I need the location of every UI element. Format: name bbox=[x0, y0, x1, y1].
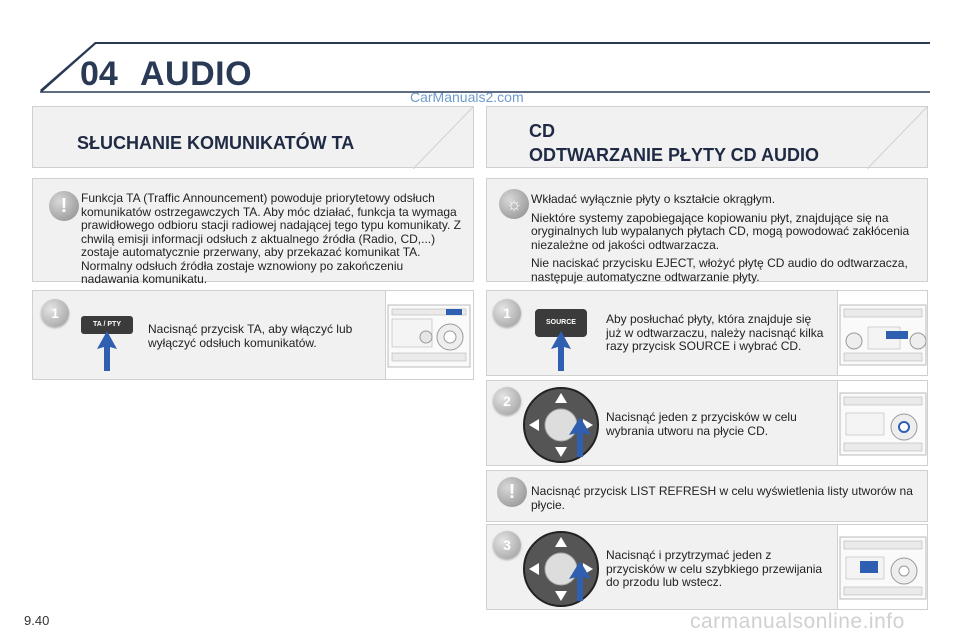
arrow-pointer-icon bbox=[565, 559, 595, 603]
ta-pty-button: TA / PTY bbox=[81, 316, 133, 334]
title-box-corner bbox=[867, 107, 927, 169]
page-number: 9.40 bbox=[24, 613, 50, 628]
left-section-title: SŁUCHANIE KOMUNIKATÓW TA bbox=[77, 133, 355, 153]
left-title-box bbox=[32, 106, 474, 168]
right-step2-box bbox=[486, 380, 928, 466]
radio-unit-illustration bbox=[385, 291, 473, 379]
radio-unit-image bbox=[386, 291, 474, 379]
arrow-pointer-icon bbox=[565, 415, 595, 459]
chapter-title: AUDIO bbox=[140, 55, 253, 93]
right-step2-text: Nacisnąć jeden z przycisków w celu wybrania utworu na płycie CD. bbox=[606, 410, 797, 438]
radio-unit-illustration bbox=[837, 381, 927, 465]
right-step3-text: Nacisnąć i przytrzymać jeden z przycisków w celu szybkiego przewijania do przodu lub wstecz. bbox=[606, 548, 823, 589]
tip-item: Nie naciskać przycisku EJECT, włożyć płytę CD audio do odtwarzacza, następuje automatyczne odtwarzanie płyty. bbox=[531, 256, 908, 284]
radio-unit-image bbox=[838, 525, 928, 609]
tips-list bbox=[531, 193, 913, 289]
radio-unit-image bbox=[838, 381, 928, 465]
right-warning-box bbox=[486, 470, 928, 522]
step-number-badge: 2 bbox=[493, 387, 521, 415]
step-number-badge: 1 bbox=[41, 299, 69, 327]
right-step1-box bbox=[486, 290, 928, 376]
left-step1-text: Nacisnąć przycisk TA, aby włączyć lub wyłączyć odsłuch komunikatów. bbox=[148, 322, 353, 350]
tip-item: Niektóre systemy zapobiegające kopiowaniu płyt, znajdujące się na oryginalnych lub wypalanych płytach CD, mogą powodować zakłócenia niezależne od jakości odtwarzacza. bbox=[531, 210, 910, 252]
right-warning-text: Nacisnąć przycisk LIST REFRESH w celu wyświetlenia listy utworów na płycie. bbox=[531, 484, 913, 512]
warning-icon: ! bbox=[49, 191, 79, 221]
right-section-title-line2: ODTWARZANIE PŁYTY CD AUDIO bbox=[529, 145, 820, 165]
radio-unit-illustration bbox=[837, 291, 927, 375]
right-title-box bbox=[486, 106, 928, 168]
step-number-badge: 3 bbox=[493, 531, 521, 559]
warning-icon: ! bbox=[497, 477, 527, 507]
watermark-bottom: carmanualsonline.info bbox=[690, 610, 905, 633]
left-step1-box bbox=[32, 290, 474, 380]
left-info-text: Funkcja TA (Traffic Announcement) powoduje priorytetowy odsłuch komunikatów ostrzegawczych TA. Aby móc działać, funkcja ta wymaga prawidłowego odbioru stacji radiowej nadającej tego typu komunikaty. Z chwilą emisji informacji odsłuch z aktualnego źródła (Radio, CD,...) zostaje automatycznie przerwany, aby przekazać komunikat TA. Normalny odsłuch źródła zostaje wznowiony po zakończeniu nadawania komunikatu. bbox=[81, 191, 461, 286]
watermark-top: CarManuals2.com bbox=[410, 89, 524, 105]
left-info-box bbox=[32, 178, 474, 286]
right-tips-box bbox=[486, 178, 928, 282]
arrow-up-icon bbox=[549, 329, 573, 373]
chapter-number: 04 bbox=[80, 55, 118, 93]
source-button: SOURCE bbox=[535, 309, 587, 337]
radio-unit-image bbox=[838, 291, 928, 375]
tip-item: Wkładać wyłącznie płyty o kształcie okrągłym. bbox=[531, 192, 776, 206]
title-box-corner bbox=[413, 107, 473, 169]
radio-unit-illustration bbox=[837, 525, 927, 609]
right-step3-box bbox=[486, 524, 928, 610]
arrow-up-icon bbox=[95, 329, 119, 373]
right-step1-text: Aby posłuchać płyty, która znajduje się już w odtwarzaczu, należy nacisnąć kilka razy przycisk SOURCE i wybrać CD. bbox=[606, 312, 824, 353]
step-number-badge: 1 bbox=[493, 299, 521, 327]
tip-sun-icon: ☼ bbox=[499, 189, 529, 219]
right-section-title-line1: CD bbox=[529, 121, 555, 141]
